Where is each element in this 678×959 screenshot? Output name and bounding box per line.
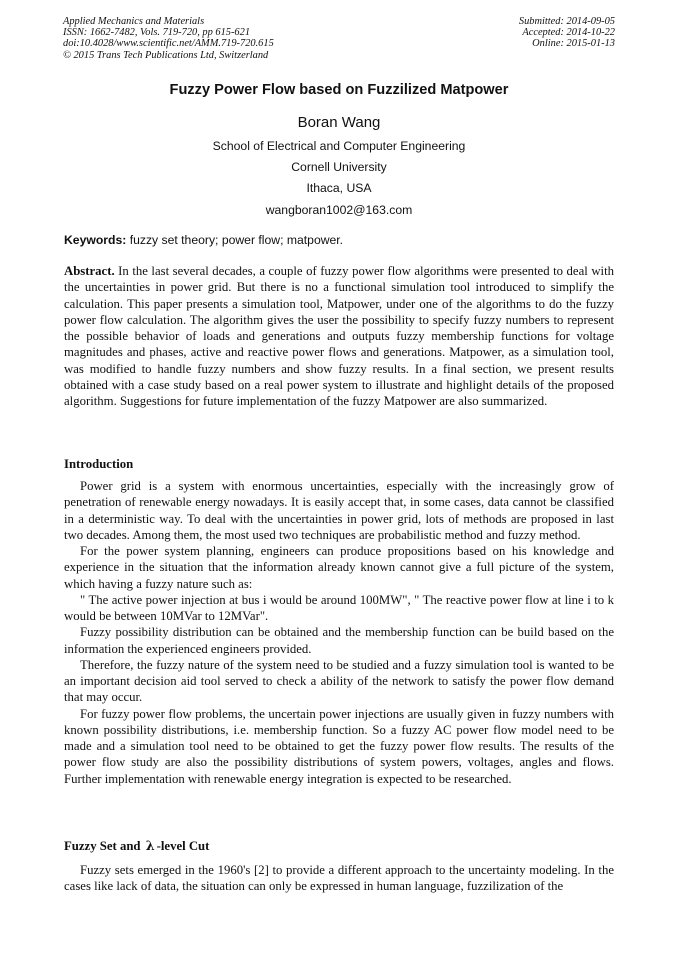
author-school: School of Electrical and Computer Engineering [212,139,466,153]
intro-paragraph: Therefore, the fuzzy nature of the system need to be studied and a fuzzy simulation tool is wanted to be an important decision aid tool served to check a ability of the network to satisfy the power flow demand that may occur. [64,657,614,705]
intro-paragraph: For the power system planning, engineers can produce propositions based on his knowledge and experience in the situation that the information already known cannot give a full picture of the system, which having a fuzzy nature such as: [64,544,614,591]
keywords [64,233,343,247]
journal-info [63,16,274,61]
author-email: wangboran1002@163.com [265,203,413,217]
introduction-body [64,478,614,787]
lambda-symbol: λ [145,839,155,854]
introduction-heading: Introduction [64,457,134,471]
journal-name: Applied Mechanics and Materials [63,16,205,27]
date-accepted: Accepted: 2014-10-22 [522,27,615,39]
author-location: Ithaca, USA [306,181,372,195]
intro-paragraph: For fuzzy power flow problems, the uncertain power injections are usually given in fuzzy numbers with known possibility distributions, i.e. membership function. So a fuzzy AC power flow model need to be made and a simulation tool need to be obtained to get the fuzzy power flow results. The results of the power flow study are also the possibility distributions of system powers, voltages, angles and flows. Further implementation with renewable energy integration is expected to be researched. [64,706,614,786]
journal-issn: ISSN: 1662-7482, Vols. 719-720, pp 615-621 [63,27,251,39]
author-name: Boran Wang [297,114,381,131]
heading-part: Fuzzy Set and [64,839,144,853]
date-submitted: Submitted: 2014-09-05 [518,16,615,27]
abstract-label: Abstract. [64,264,115,278]
abstract [64,263,614,409]
intro-paragraph: Fuzzy possibility distribution can be obtained and the membership function can be build based on the information the experienced engineers provided. [64,625,614,656]
fuzzy-set-body [64,862,614,895]
keywords-text: fuzzy set theory; power flow; matpower. [126,233,344,247]
section-paragraph: Fuzzy sets emerged in the 1960's [2] to provide a different approach to the uncertainty modeling. In the cases like lack of data, the situation can only be expressed in human language, fuzzilization of the [64,863,614,894]
journal-doi: doi:10.4028/www.scientific.net/AMM.719-720.615 [63,38,274,50]
abstract-text: In the last several decades, a couple of fuzzy power flow algorithms were presented to deal with the uncertainties in power grid. But there is no a functional simulation tool introduced to simplify the calculation. This paper presents a simulation tool, Matpower, under one of the algorithms to do the fuzzy power flow calculation. The algorithm gives the user the possibility to specify fuzzy numbers to represent the possible behavior of loads and generations and outputs fuzzy membership functions for voltage magnitudes and phases, active and reactive power flows and generations. Matpower, as a simulation tool, was modified to handle fuzzy numbers and show fuzzy results. In a final section, we present results obtained with a case study based on a real power system to illustrate and highlight details of the proposed algorithm. Suggestions for future implementation of the fuzzy Matpower are also summarized. [64,264,614,408]
publication-dates [519,16,615,50]
intro-paragraph: Power grid is a system with enormous uncertainties, especially with the increasingly grow of penetration of renewable energy nowadays. It is easily accept that, in some cases, data cannot be classified in a deterministic way. To deal with the uncertainties in power grid, lots of methods are proposed in last two decades. Among them, the most used two techniques are probabilistic method and fuzzy method. [64,479,614,542]
date-online: Online: 2015-01-13 [532,38,615,50]
journal-copyright: © 2015 Trans Tech Publications Ltd, Switzerland [63,49,269,61]
author-university: Cornell University [291,160,387,174]
paper-title: Fuzzy Power Flow based on Fuzzilized Matpower [169,82,509,98]
heading-part: -level Cut [156,839,210,853]
keywords-label: Keywords: [64,233,127,247]
section-heading-fuzzy-set [64,839,209,854]
intro-paragraph: " The active power injection at bus i would be around 100MW", " The reactive power flow at line i to k would be between 10MVar to 12MVar". [64,592,614,623]
